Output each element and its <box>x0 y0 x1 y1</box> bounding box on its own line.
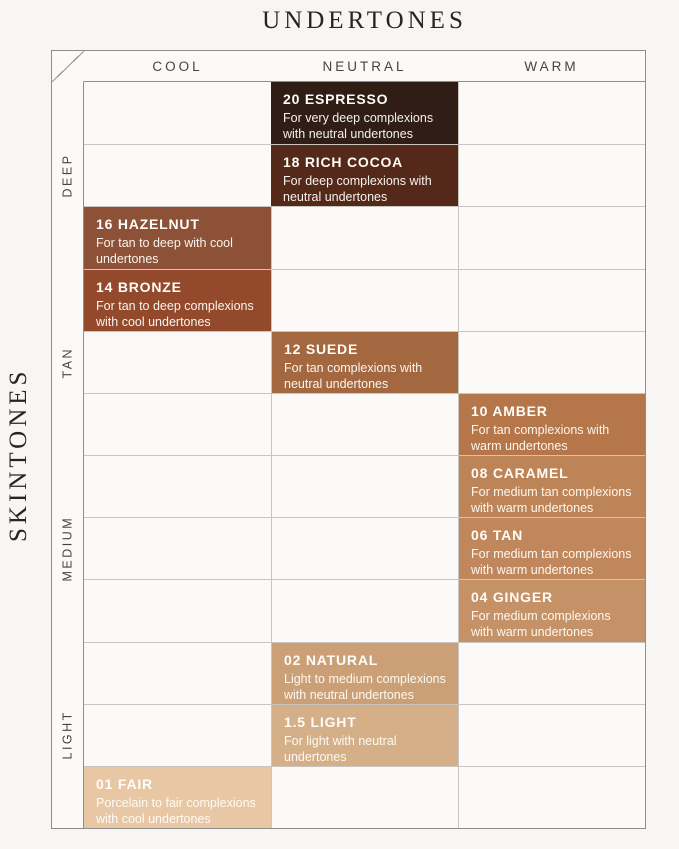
shade-description: For medium tan complexions with warm undertones <box>471 547 632 578</box>
column-header-neutral: NEUTRAL <box>271 51 458 82</box>
shade-cell-04-ginger <box>458 579 645 641</box>
grid-cell-empty <box>271 455 458 517</box>
shade-name: 18 RICH COCOA <box>283 154 404 171</box>
grid-cell-empty <box>458 269 645 331</box>
grid-cell-empty <box>84 704 271 766</box>
column-header-cool: COOL <box>84 51 271 82</box>
shade-cell-02-natural <box>271 642 458 704</box>
grid-cell-empty <box>458 642 645 704</box>
grid-cell-empty <box>84 579 271 641</box>
undertones-axis-title: UNDERTONES <box>262 7 467 34</box>
grid-cell-empty <box>458 331 645 393</box>
shade-description: For deep complexions with neutral undertones <box>283 174 432 205</box>
shade-description: For light with neutral undertones <box>284 733 397 764</box>
shade-cell-10-amber <box>458 393 645 455</box>
shade-name: 04 GINGER <box>471 589 553 606</box>
shade-description: For tan complexions with warm undertones <box>471 422 610 453</box>
grid-cell-empty <box>84 331 271 393</box>
grid-cell-empty <box>458 206 645 268</box>
shade-matrix-grid <box>51 50 646 829</box>
shade-description: For medium tan complexions with warm undertones <box>471 485 632 515</box>
grid-cell-empty <box>84 642 271 704</box>
shade-cell-16-hazelnut <box>84 206 271 268</box>
shade-cell-18-rich-cocoa <box>271 144 458 206</box>
shade-name: 10 AMBER <box>471 402 548 419</box>
grid-cell-empty <box>458 82 645 144</box>
grid-cell-empty <box>84 393 271 455</box>
shade-cell-01-fair <box>84 766 271 828</box>
grid-cell-empty <box>84 517 271 579</box>
grid-cell-empty <box>271 579 458 641</box>
row-band-medium: MEDIUM <box>52 455 84 642</box>
shade-name: 02 NATURAL <box>284 651 379 668</box>
shade-name: 01 FAIR <box>96 775 153 792</box>
shade-name: 06 TAN <box>471 527 523 544</box>
shade-name: 08 CARAMEL <box>471 465 569 481</box>
grid-cell-empty <box>271 269 458 331</box>
grid-cell-empty <box>271 517 458 579</box>
corner-diagonal <box>52 51 84 82</box>
shade-cell-06-tan <box>458 517 645 579</box>
shade-name: 1.5 LIGHT <box>284 713 357 730</box>
grid-cell-empty <box>84 455 271 517</box>
shade-name: 14 BRONZE <box>96 278 182 295</box>
skintones-axis-title: SKINTONES <box>5 367 32 543</box>
row-band-tan: TAN <box>52 269 84 456</box>
shade-cell-1-5-light <box>271 704 458 766</box>
shade-description: For medium complexions with warm undertones <box>471 609 611 640</box>
shade-cell-14-bronze <box>84 269 271 331</box>
column-header-warm: WARM <box>458 51 645 82</box>
shade-name: 20 ESPRESSO <box>283 91 389 107</box>
shade-cell-20-espresso <box>271 82 458 144</box>
grid-cell-empty <box>271 766 458 828</box>
shade-description: For tan to deep complexions with cool undertones <box>96 298 254 329</box>
row-band-light: LIGHT <box>52 642 84 829</box>
grid-cell-empty <box>458 766 645 828</box>
grid-cell-empty <box>458 144 645 206</box>
grid-cell-empty <box>271 206 458 268</box>
grid-cell-empty <box>271 393 458 455</box>
shade-description: For tan complexions with neutral undertones <box>284 360 423 391</box>
shade-name: 16 HAZELNUT <box>96 216 200 233</box>
row-band-deep: DEEP <box>52 82 84 269</box>
shade-description: For tan to deep with cool undertones <box>96 236 233 267</box>
shade-cell-12-suede <box>271 331 458 393</box>
shade-description: For very deep complexions with neutral undertones <box>283 111 434 141</box>
shade-name: 12 SUEDE <box>284 340 359 357</box>
grid-cell-empty <box>84 82 271 144</box>
shade-description: Light to medium complexions with neutral undertones <box>284 671 446 702</box>
grid-cell-empty <box>84 144 271 206</box>
grid-cell-empty <box>458 704 645 766</box>
shade-description: Porcelain to fair complexions with cool undertones <box>96 795 256 826</box>
shade-cell-08-caramel <box>458 455 645 517</box>
